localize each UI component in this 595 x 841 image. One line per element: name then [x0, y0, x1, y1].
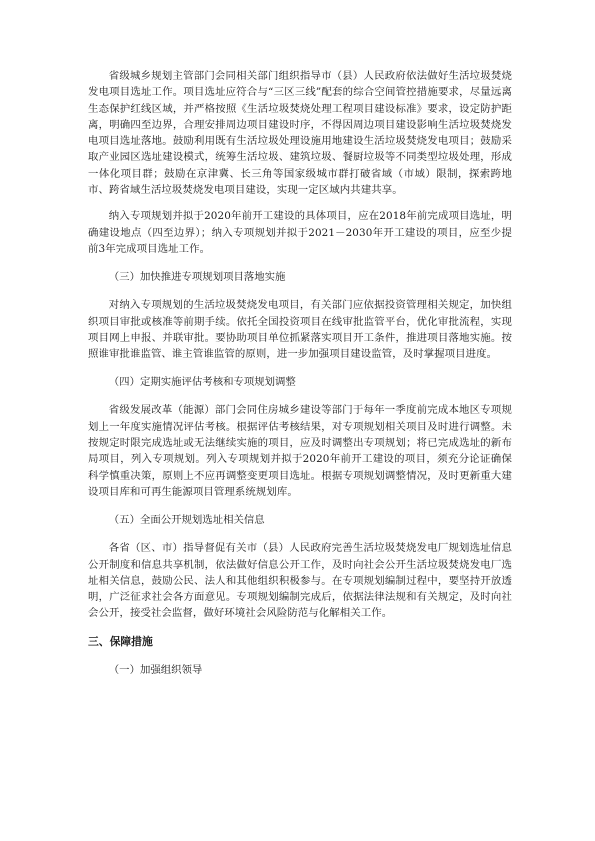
paragraph-evaluation-adjustment: 省级发展改革（能源）部门会同住房城乡建设等部门于每年一季度前完成本地区专项规划上一年度实施情况评估考核。根据评估考核结果，对专项规划相关项目及时进行调整。未按规定时限完成选址或无法继续实施的项目，应及时调整出专项规划；将已完成选址的新布局项目，列入专项规划。列入专项规划并拟于2020年前开工建设的项目，须充分论证确保科学慎重决策，原则上不应再调整变更项目选址。根据专项规划调整情况，及时更新重大建设项目库和可再生能源项目管理系统规划库。: [88, 404, 512, 498]
subheading-safeguards-1: （一）加强组织领导: [108, 663, 203, 676]
subheading-3: （三）加快推进专项规划项目落地实施: [108, 271, 286, 284]
subheading-5: （五）全面公开规划选址相关信息: [108, 514, 265, 527]
paragraph-information-disclosure: 各省（区、市）指导督促有关市（县）人民政府完善生活垃圾焚烧发电厂规划选址信息公开制度和信息共享机制，依法做好信息公开工作，及时向社会公开生活垃圾焚烧发电厂选址相关信息，鼓励公民、法人和其他组织积极参与。在专项规划编制过程中，要坚持开放透明，广泛征求社会各方面意见。专项规划编制完成后，依据法律法规和有关规定，及时向社会公开，接受社会监督，做好环境社会风险防范与化解相关工作。: [88, 542, 512, 620]
document-page: [88, 68, 512, 678]
paragraph-implementation: 对纳入专项规划的生活垃圾焚烧发电项目，有关部门应依据投资管理相关规定，加快组织项目审批或核准等前期手续。依托全国投资项目在线审批监管平台，优化审批流程，实现项目网上申报、并联审批。要协助项目单位抓紧落实项目开工条件，推进项目落地实施。按照谁审批谁监管、谁主管谁监管的原则，进一步加强项目建设监管，及时掌握项目进度。: [88, 299, 512, 361]
paragraph-site-selection-guidance: 省级城乡规划主管部门会同相关部门组织指导市（县）人民政府依法做好生活垃圾焚烧发电项目选址工作。项目选址应符合与“三区三线”配套的综合空间管控措施要求，尽量远离生态保护红线区域，并严格按照《生活垃圾焚烧处理工程项目建设标准》要求，设定防护距离，明确四至边界，合理安排周边项目建设时序，不得因周边项目建设影响生活垃圾焚烧发电项目选址落地。鼓励利用既有生活垃圾处理设施用地建设生活垃圾焚烧发电项目；鼓励采取产业园区选址建设模式，统筹生活垃圾、建筑垃圾、餐厨垃圾等不同类型垃圾处理，形成一体化项目群；鼓励在京津冀、长三角等国家级城市群打破省域（市域）限制，探索跨地市、跨省域生活垃圾焚烧发电项目建设，实现一定区域内共建共享。: [88, 70, 512, 197]
subheading-4: （四）定期实施评估考核和专项规划调整: [108, 376, 296, 389]
paragraph-project-timeline: 纳入专项规划并拟于2020年前开工建设的具体项目，应在2018年前完成项目选址，明确建设地点（四至边界）；纳入专项规划并拟于2021－2030年开工建设的项目，应至少提前3年完成项目选址工作。: [88, 210, 512, 255]
section-heading-safeguards: 三、保障措施: [88, 634, 153, 648]
